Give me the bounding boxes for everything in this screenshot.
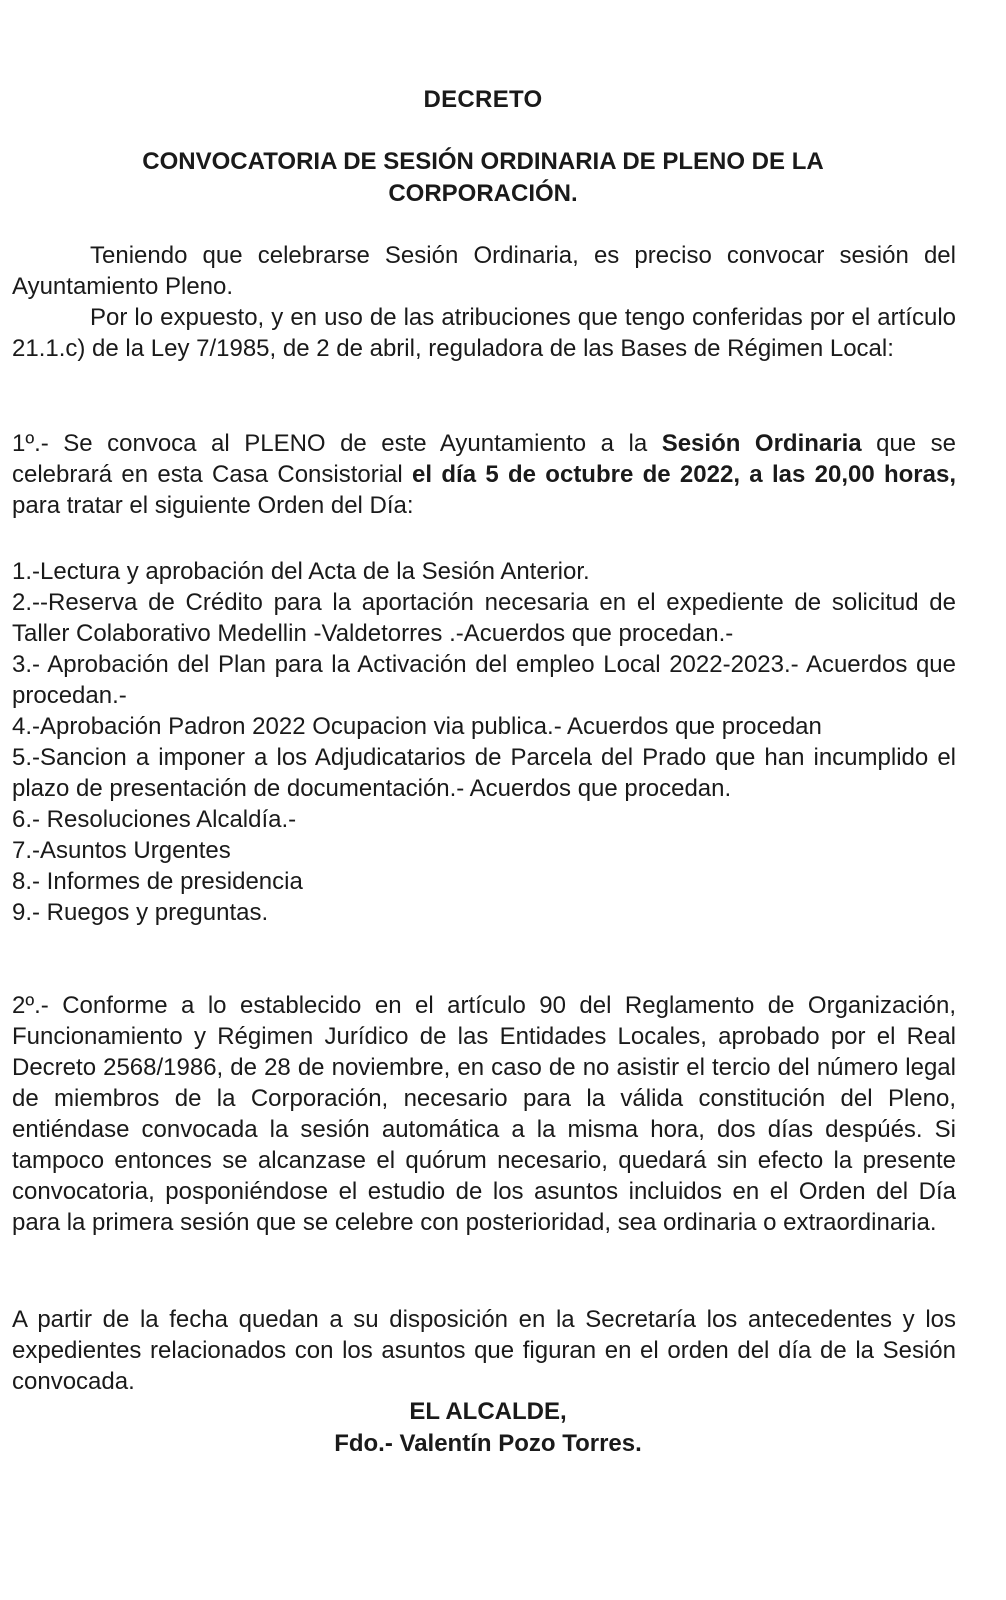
agenda-item: 1.-Lectura y aprobación del Acta de la Sesión Anterior. (12, 558, 590, 585)
second-resolution-paragraph: 2º.- Conforme a lo establecido en el artículo 90 del Reglamento de Organización, Funcionamiento y Régimen Jurídico de las Entidades Locales, aprobado por el Real Decreto 2568/1986, de 28 de noviembre, en caso de no asistir el tercio del número legal de miembros de la Corporación, necesario para la válida constitución del Pleno, entiéndase convocada la sesión automática a la misma hora, dos días despúés. Si tampoco entonces se alcanzase el quórum necesario, quedará sin efecto la presente convocatoria, posponiéndose el estudio de los asuntos incluidos en el Orden del Día para la primera sesión que se celebre con posterioridad, sea ordinaria o extraordinaria. (12, 992, 956, 1236)
closing-section (12, 1304, 956, 1397)
agenda-item: 9.- Ruegos y preguntas. (12, 899, 269, 926)
intro-section (12, 240, 956, 364)
agenda-item: 5.-Sancion a imponer a los Adjudicatarios de Parcela del Prado que han incumplido el plazo de presentación de documentación.- Acuerdos que procedan. (12, 744, 956, 802)
second-resolution (12, 990, 956, 1238)
agenda-item: 6.- Resoluciones Alcaldía.- (12, 806, 297, 833)
agenda-item: 2.--Reserva de Crédito para la aportación necesaria en el expediente de solicitud de Taller Colaborativo Medellin -Valdetorres .-Acuerdos que procedan.- (12, 589, 956, 647)
document-subtitle: CONVOCATORIA DE SESIÓN ORDINARIA DE PLENO DE LA CORPORACIÓN. (142, 148, 824, 207)
intro-paragraph-1: Teniendo que celebrarse Sesión Ordinaria, es preciso convocar sesión del Ayuntamiento Pleno. (12, 242, 956, 300)
agenda-item: 7.-Asuntos Urgentes (12, 837, 231, 864)
signature-role: EL ALCALDE, (409, 1398, 567, 1425)
closing-paragraph: A partir de la fecha quedan a su disposición en la Secretaría los antecedentes y los expedientes relacionados con los asuntos que figuran en el orden del día de la Sesión convocada. (12, 1306, 956, 1395)
first-resolution (12, 428, 956, 521)
first-text-2: que se celebrará en esta Casa Consistorial (12, 430, 957, 488)
first-text-3: para tratar el siguiente Orden del Día: (12, 492, 414, 519)
agenda-item: 4.-Aprobación Padron 2022 Ocupacion via publica.- Acuerdos que procedan (12, 713, 822, 740)
session-type: Sesión Ordinaria (661, 430, 862, 457)
first-resolution-paragraph (12, 428, 956, 521)
document-title: DECRETO (423, 86, 543, 113)
agenda-item: 8.- Informes de presidencia (12, 868, 303, 895)
signature-name: Fdo.- Valentín Pozo Torres. (334, 1430, 642, 1457)
agenda-list (12, 556, 956, 928)
session-date-time: el día 5 de octubre de 2022, a las 20,00 horas, (412, 461, 957, 488)
intro-paragraph-2: Por lo expuesto, y en uso de las atribuciones que tengo conferidas por el artículo 21.1.c) de la Ley 7/1985, de 2 de abril, reguladora de las Bases de Régimen Local: (12, 304, 956, 362)
first-text-1: 1º.- Se convoca al PLENO de este Ayuntamiento a la (12, 430, 662, 457)
agenda-item: 3.- Aprobación del Plan para la Activación del empleo Local 2022-2023.- Acuerdos que procedan.- (12, 651, 956, 709)
